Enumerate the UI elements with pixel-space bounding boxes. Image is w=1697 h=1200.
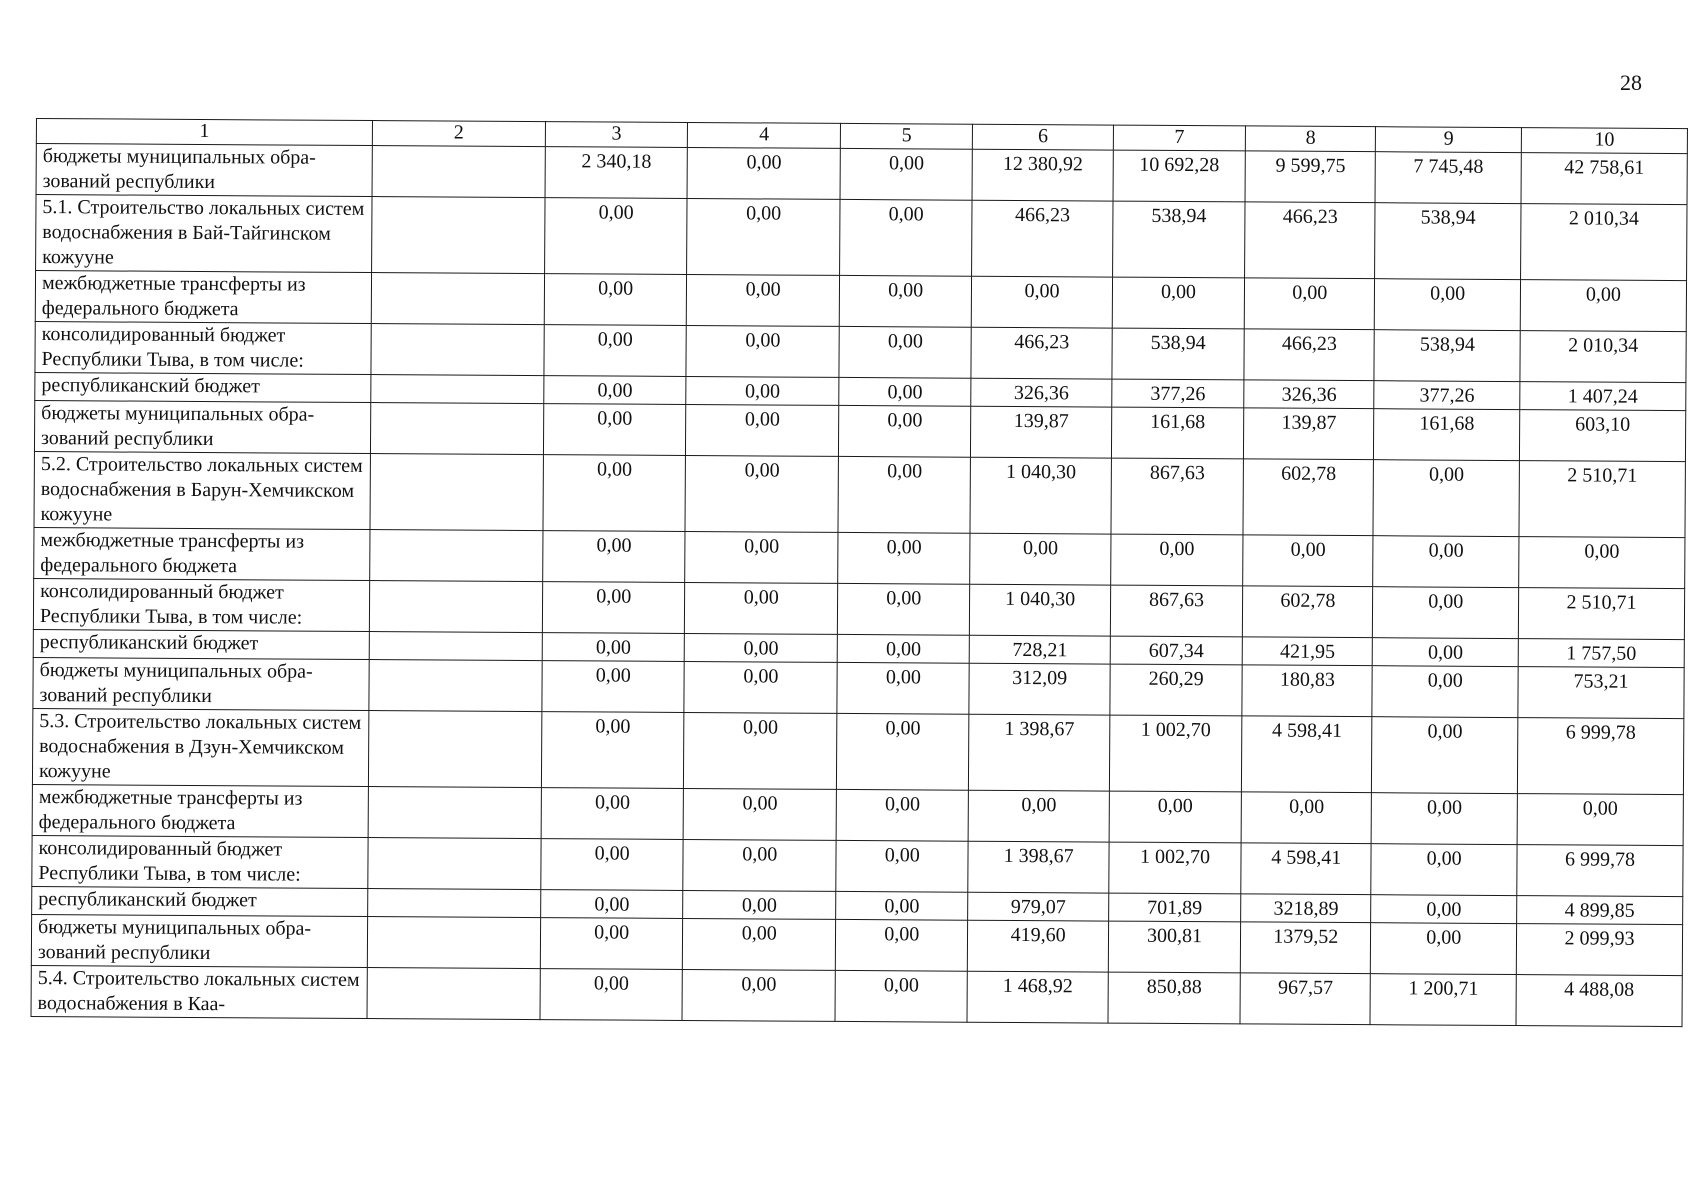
value-cell: 0,00 — [1372, 793, 1518, 845]
value-cell: 0,00 — [683, 890, 836, 919]
value-cell: 0,00 — [970, 533, 1111, 585]
column-header: 1 — [36, 119, 372, 146]
row-label: 5.1. Строительство локальных систем водоснабжения в Бай-Тайгинском кожууне — [36, 195, 372, 273]
value-cell: 466,23 — [1244, 329, 1375, 381]
value-cell: 300,81 — [1108, 921, 1241, 973]
value-cell: 180,83 — [1242, 665, 1373, 717]
value-cell: 377,26 — [1112, 379, 1244, 408]
value-cell: 602,78 — [1243, 459, 1374, 536]
value-cell: 4 488,08 — [1516, 975, 1682, 1027]
value-cell: 0,00 — [836, 891, 968, 920]
value-cell: 0,00 — [839, 377, 971, 406]
column-2-cell — [370, 454, 543, 531]
value-cell: 538,94 — [1375, 203, 1521, 280]
value-cell: 0,00 — [542, 633, 685, 662]
row-label: консолидированный бюджет Республики Тыва, в том числе: — [35, 321, 371, 374]
column-2-cell — [371, 324, 544, 376]
value-cell: 6 999,78 — [1517, 845, 1683, 897]
table-row — [35, 321, 1686, 382]
value-cell: 4 598,41 — [1241, 843, 1372, 895]
value-cell: 0,00 — [1520, 280, 1686, 332]
value-cell: 538,94 — [1374, 330, 1520, 382]
value-cell: 0,00 — [1372, 666, 1518, 718]
value-cell: 0,00 — [840, 148, 973, 200]
column-header: 3 — [545, 122, 688, 148]
value-cell: 466,23 — [972, 200, 1113, 277]
column-header: 10 — [1521, 128, 1687, 154]
column-2-cell — [370, 530, 543, 582]
value-cell: 1 040,30 — [970, 457, 1111, 534]
value-cell: 466,23 — [971, 327, 1112, 379]
value-cell: 1 468,92 — [967, 971, 1108, 1023]
value-cell: 0,00 — [838, 532, 971, 584]
value-cell: 0,00 — [838, 456, 971, 533]
column-2-cell — [368, 787, 541, 839]
value-cell: 0,00 — [1372, 717, 1518, 794]
row-label: бюджеты муниципальных обра-зований республики — [31, 914, 367, 967]
value-cell: 0,00 — [686, 376, 839, 405]
value-cell: 0,00 — [835, 919, 968, 971]
value-cell: 850,88 — [1108, 972, 1241, 1024]
table-row — [33, 578, 1684, 639]
value-cell: 312,09 — [969, 663, 1110, 715]
value-cell: 0,00 — [1112, 277, 1245, 329]
value-cell: 0,00 — [1373, 460, 1519, 537]
value-cell: 2 010,34 — [1520, 331, 1686, 383]
value-cell: 466,23 — [1245, 202, 1376, 279]
column-header: 8 — [1245, 126, 1375, 152]
row-label: бюджеты муниципальных обра-зований республики — [33, 657, 369, 710]
value-cell: 0,00 — [837, 713, 970, 790]
value-cell: 1 398,67 — [969, 714, 1110, 791]
value-cell: 0,00 — [687, 198, 840, 275]
value-cell: 12 380,92 — [972, 149, 1113, 201]
value-cell: 10 692,28 — [1113, 150, 1246, 202]
column-2-cell — [367, 917, 540, 969]
value-cell: 603,10 — [1519, 410, 1685, 462]
column-2-cell — [371, 197, 544, 274]
column-2-cell — [372, 146, 545, 198]
value-cell: 0,00 — [685, 633, 838, 662]
value-cell: 0,00 — [683, 918, 836, 970]
value-cell: 0,00 — [1371, 923, 1517, 975]
value-cell: 421,95 — [1242, 637, 1372, 666]
value-cell: 0,00 — [1519, 537, 1685, 589]
column-2-cell — [371, 375, 544, 404]
value-cell: 0,00 — [687, 147, 840, 199]
value-cell: 0,00 — [839, 405, 972, 457]
value-cell: 7 745,48 — [1375, 152, 1521, 204]
row-label: 5.3. Строительство локальных систем водоснабжения в Дзун-Хемчикском кожууне — [32, 708, 368, 786]
value-cell: 0,00 — [1243, 535, 1374, 587]
value-cell: 1 040,30 — [970, 584, 1111, 636]
column-2-cell — [369, 581, 542, 633]
value-cell: 979,07 — [968, 892, 1109, 921]
row-label: консолидированный бюджет Республики Тыва, в том числе: — [32, 835, 368, 888]
value-cell: 1 757,50 — [1518, 639, 1684, 668]
value-cell: 0,00 — [544, 274, 687, 326]
value-cell: 867,63 — [1111, 458, 1244, 535]
row-label: бюджеты муниципальных обра-зований республики — [36, 144, 372, 197]
column-header: 5 — [840, 123, 972, 149]
value-cell: 0,00 — [541, 890, 684, 919]
row-label: 5.2. Строительство локальных систем водоснабжения в Барун-Хемчикском кожууне — [34, 451, 370, 529]
page-number: 28 — [1620, 70, 1642, 95]
value-cell: 0,00 — [543, 404, 686, 456]
value-cell: 0,00 — [1371, 844, 1517, 896]
value-cell: 0,00 — [542, 582, 685, 634]
value-cell: 0,00 — [540, 969, 683, 1021]
value-cell: 0,00 — [1244, 278, 1375, 330]
value-cell: 0,00 — [1241, 792, 1372, 844]
column-2-cell — [369, 632, 542, 661]
value-cell: 602,78 — [1243, 586, 1374, 638]
value-cell: 0,00 — [1109, 791, 1242, 843]
value-cell: 0,00 — [839, 275, 972, 327]
column-2-cell — [367, 968, 540, 1020]
column-2-cell — [368, 838, 541, 890]
value-cell: 1379,52 — [1240, 922, 1371, 974]
value-cell: 9 599,75 — [1245, 151, 1376, 203]
value-cell: 0,00 — [540, 918, 683, 970]
value-cell: 0,00 — [837, 634, 969, 663]
table-row — [34, 451, 1685, 537]
value-cell: 6 999,78 — [1517, 718, 1683, 795]
value-cell: 0,00 — [840, 199, 973, 276]
row-label: межбюджетные трансферты из федерального бюджета — [35, 271, 371, 324]
value-cell: 0,00 — [543, 455, 686, 532]
row-label: республиканский бюджет — [33, 629, 369, 659]
table-body — [31, 144, 1687, 1027]
value-cell: 0,00 — [544, 376, 687, 405]
value-cell: 161,68 — [1111, 407, 1244, 459]
value-cell: 0,00 — [684, 788, 837, 840]
value-cell: 0,00 — [544, 198, 687, 275]
value-cell: 2 010,34 — [1521, 204, 1687, 281]
column-2-cell — [370, 403, 543, 455]
value-cell: 0,00 — [685, 582, 838, 634]
value-cell: 0,00 — [1371, 895, 1517, 924]
value-cell: 0,00 — [543, 531, 686, 583]
column-2-cell — [368, 889, 541, 918]
value-cell: 4 598,41 — [1242, 716, 1373, 793]
column-2-cell — [369, 660, 542, 712]
value-cell: 326,36 — [971, 378, 1112, 407]
value-cell: 377,26 — [1374, 381, 1520, 410]
table-row — [32, 835, 1683, 896]
value-cell: 0,00 — [685, 531, 838, 583]
row-label: межбюджетные трансферты из федерального бюджета — [34, 527, 370, 580]
value-cell: 0,00 — [969, 790, 1110, 842]
value-cell: 0,00 — [686, 404, 839, 456]
column-header: 6 — [973, 124, 1114, 150]
value-cell: 0,00 — [972, 276, 1113, 328]
value-cell: 0,00 — [542, 661, 685, 713]
value-cell: 0,00 — [544, 325, 687, 377]
value-cell: 260,29 — [1110, 664, 1243, 716]
value-cell: 0,00 — [839, 326, 972, 378]
value-cell: 139,87 — [1244, 408, 1375, 460]
value-cell: 0,00 — [684, 712, 837, 789]
value-cell: 0,00 — [1375, 279, 1521, 331]
value-cell: 2 510,71 — [1519, 461, 1685, 538]
value-cell: 2 340,18 — [545, 147, 688, 199]
table-row — [36, 195, 1687, 281]
value-cell: 867,63 — [1110, 585, 1243, 637]
value-cell: 0,00 — [836, 840, 969, 892]
row-label: бюджеты муниципальных обра-зований республики — [34, 400, 370, 453]
value-cell: 0,00 — [541, 788, 684, 840]
value-cell: 0,00 — [836, 789, 969, 841]
value-cell: 4 899,85 — [1517, 896, 1683, 925]
value-cell: 0,00 — [541, 712, 684, 789]
budget-table-sheet — [31, 118, 1688, 1027]
value-cell: 1 002,70 — [1109, 715, 1242, 792]
row-label: республиканский бюджет — [32, 886, 368, 916]
value-cell: 0,00 — [685, 455, 838, 532]
value-cell: 967,57 — [1240, 973, 1371, 1025]
column-header: 2 — [372, 121, 545, 147]
column-header: 7 — [1113, 125, 1245, 151]
value-cell: 0,00 — [684, 661, 837, 713]
value-cell: 1 200,71 — [1370, 974, 1516, 1026]
value-cell: 1 398,67 — [968, 841, 1109, 893]
value-cell: 0,00 — [683, 839, 836, 891]
value-cell: 1 407,24 — [1520, 382, 1686, 411]
row-label: консолидированный бюджет Республики Тыва, в том числе: — [33, 578, 369, 631]
value-cell: 0,00 — [1111, 534, 1244, 586]
table-row — [31, 965, 1682, 1026]
value-cell: 326,36 — [1244, 380, 1374, 409]
value-cell: 0,00 — [1373, 638, 1519, 667]
value-cell: 607,34 — [1110, 636, 1242, 665]
value-cell: 728,21 — [970, 635, 1111, 664]
value-cell: 3218,89 — [1241, 894, 1371, 923]
value-cell: 161,68 — [1374, 409, 1520, 461]
value-cell: 0,00 — [835, 970, 968, 1022]
value-cell: 42 758,61 — [1521, 153, 1687, 205]
column-2-cell — [368, 711, 541, 788]
row-label: республиканский бюджет — [35, 372, 371, 402]
value-cell: 0,00 — [1373, 536, 1519, 588]
value-cell: 538,94 — [1112, 201, 1245, 278]
value-cell: 2 510,71 — [1518, 588, 1684, 640]
value-cell: 419,60 — [968, 920, 1109, 972]
table-row — [32, 708, 1683, 794]
value-cell: 753,21 — [1518, 667, 1684, 719]
value-cell: 0,00 — [1517, 794, 1683, 846]
budget-table — [31, 118, 1688, 1027]
value-cell: 0,00 — [837, 662, 970, 714]
value-cell: 701,89 — [1108, 893, 1240, 922]
value-cell: 538,94 — [1112, 328, 1245, 380]
column-header: 4 — [688, 122, 841, 148]
value-cell: 139,87 — [971, 406, 1112, 458]
row-label: межбюджетные трансферты из федерального бюджета — [32, 784, 368, 837]
value-cell: 0,00 — [541, 839, 684, 891]
value-cell: 0,00 — [682, 969, 835, 1021]
row-label: 5.4. Строительство локальных систем водоснабжения в Каа- — [31, 965, 367, 1018]
column-header: 9 — [1376, 127, 1522, 153]
value-cell: 0,00 — [686, 325, 839, 377]
column-2-cell — [371, 273, 544, 325]
value-cell: 2 099,93 — [1516, 924, 1682, 976]
value-cell: 0,00 — [687, 274, 840, 326]
value-cell: 0,00 — [1373, 587, 1519, 639]
value-cell: 0,00 — [837, 583, 970, 635]
value-cell: 1 002,70 — [1109, 842, 1242, 894]
